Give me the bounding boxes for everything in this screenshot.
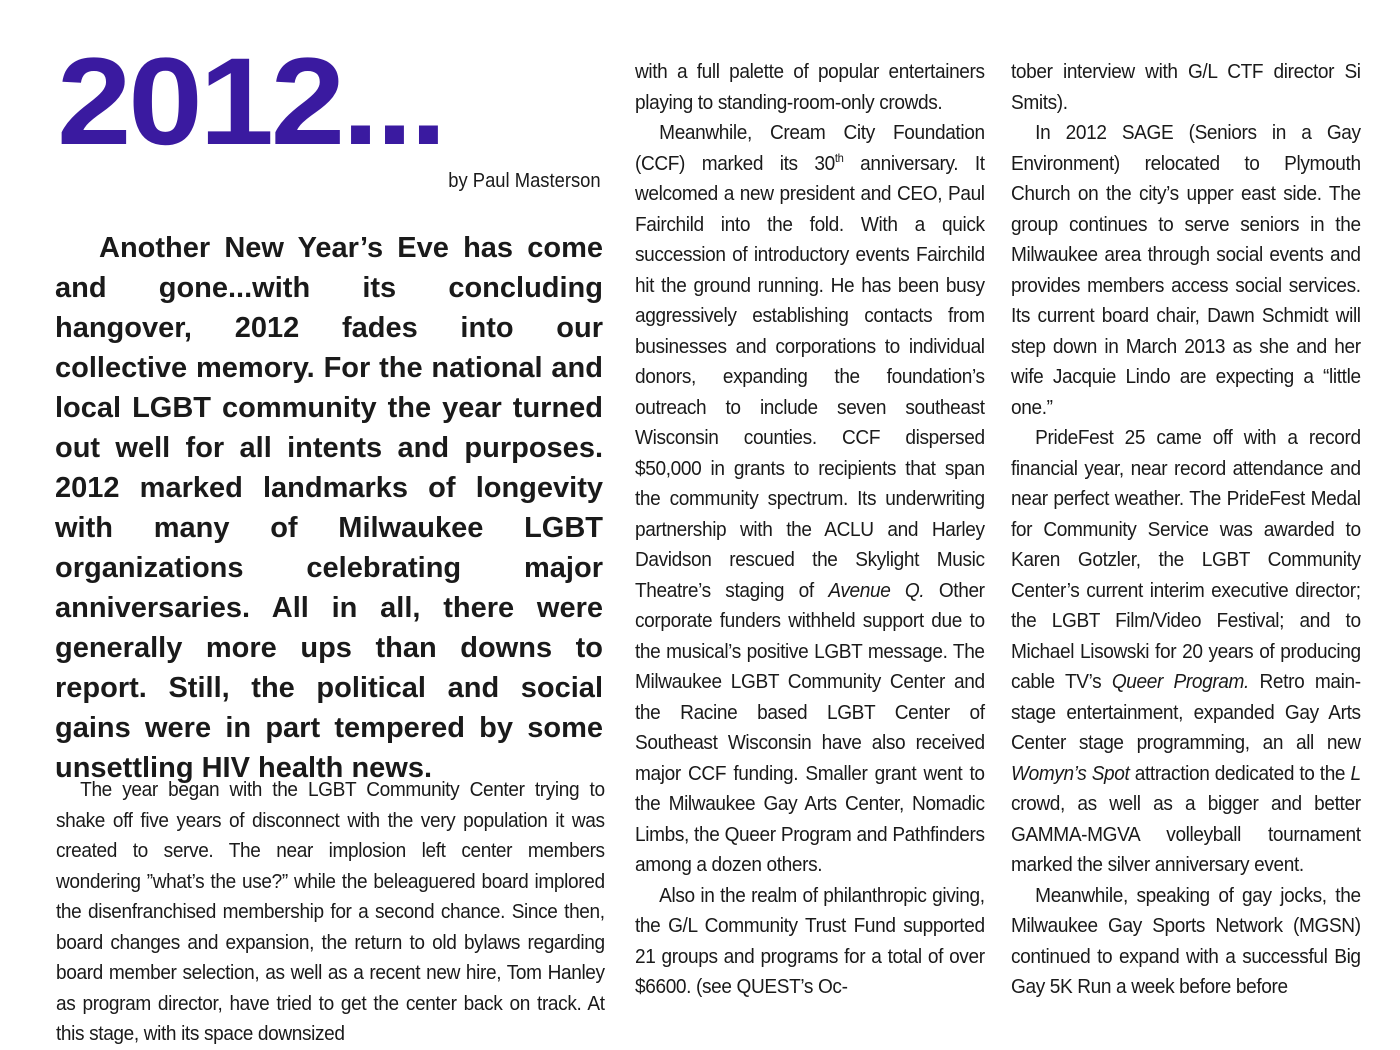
text-run: Meanwhile, Cream City Foundation (CCF) marked its 30: [635, 121, 985, 175]
body-paragraph: Meanwhile, speaking of gay jocks, the Milwaukee Gay Sports Network (MGSN) continued to expand with a successful Big Gay 5K Run a week before before: [1011, 883, 1361, 998]
body-paragraph: Also in the realm of philanthropic giving, the G/L Community Trust Fund supported 21 groups and programs for a total of over $6600. (see QUEST’s Oc-: [635, 883, 985, 998]
text-run: Retro main-stage entertainment, expanded Gay Arts Center stage programming, an all new: [1011, 670, 1361, 754]
body-paragraph: [635, 118, 985, 881]
text-run: PrideFest 25 came off with a record financial year, near record attendance and near perfect weather. The PrideFest Medal for Community Service was awarded to Karen Gotzler, the LGBT Community Center’s current interim executive director; the LGBT Film/Video Festival; and to Michael Lisowski for 20 years of producing cable TV’s: [1011, 426, 1361, 693]
text-run: attraction dedicated to the: [1129, 761, 1351, 785]
body-paragraph: with a full palette of popular entertainers playing to standing-room-only crowds.: [635, 60, 985, 114]
column-3: [1011, 57, 1361, 1003]
byline: by Paul Masterson: [448, 170, 601, 192]
text-run: crowd, as well as a bigger and better GAMMA-MGVA volleyball tournament marked the silver anniversary event.: [1011, 792, 1361, 876]
program-title: Queer Program.: [1111, 670, 1249, 693]
body-paragraph: The year began with the LGBT Community Center trying to shake off five years of disconnect with the very population it was created to serve. The near implosion left center members wondering ”what’s the use?” while the beleaguered board implored the disenfranchised membership for a second chance. Since then, board changes and expansion, the return to old bylaws regarding board member selection, as well as a recent new hire, Tom Hanley as program director, have tried to get the center back on track. At this stage, with its space downsized: [56, 778, 605, 1045]
body-paragraph: In 2012 SAGE (Seniors in a Gay Environment) relocated to Plymouth Church on the city’s upper east side. The group continues to serve seniors in the Milwaukee area through social events and provides members access social services. Its current board chair, Dawn Schmidt will step down in March 2013 as she and her wife Jacquie Lindo are expecting a “little one.”: [1011, 121, 1361, 419]
attraction-title: Womyn’s Spot: [1011, 761, 1130, 785]
column-1: [56, 775, 605, 1050]
column-2: [635, 57, 985, 1003]
body-paragraph: [1011, 423, 1361, 881]
lede-paragraph: Another New Year’s Eve has come and gone...with its concluding hangover, 2012 fades into our collective memory. For the national and local LGBT community the year turned out well for all intents and purposes. 2012 marked landmarks of longevity with many of Milwaukee LGBT organizations celebrating major anniversaries. All in all, there were generally more ups than downs to report. Still, the political and social gains were in part tempered by some unsettling HIV health news.: [55, 232, 603, 784]
article-title: 2012...: [57, 33, 444, 171]
show-title: Avenue Q.: [828, 578, 925, 602]
body-paragraph: tober interview with G/L CTF director Si Smits).: [1011, 60, 1361, 114]
text-run: anniversary. It welcomed a new president and CEO, Paul Fairchild into the fold. With a quick succession of introductory events Fairchild hit the ground running. He has been busy aggressively establishing contacts from businesses and corporations to individual donors, expanding the foundation’s outreach to include seven southeast Wisconsin counties. CCF dispersed $50,000 in grants to recipients that span the community spectrum. Its underwriting partnership with the ACLU and Harley Davidson rescued the Skylight Music Theatre’s staging of: [635, 151, 985, 602]
crowd-letter: L: [1350, 761, 1361, 785]
text-run: Other corporate funders withheld support due to the musical’s positive LGBT message. The Milwaukee LGBT Community Center and the Racine based LGBT Center of Southeast Wisconsin have also received major CCF funding. Smaller grant went to the Milwaukee Gay Arts Center, Nomadic Limbs, the Queer Program and Pathfinders among a dozen others.: [635, 578, 985, 876]
ordinal-suffix: th: [834, 150, 844, 165]
